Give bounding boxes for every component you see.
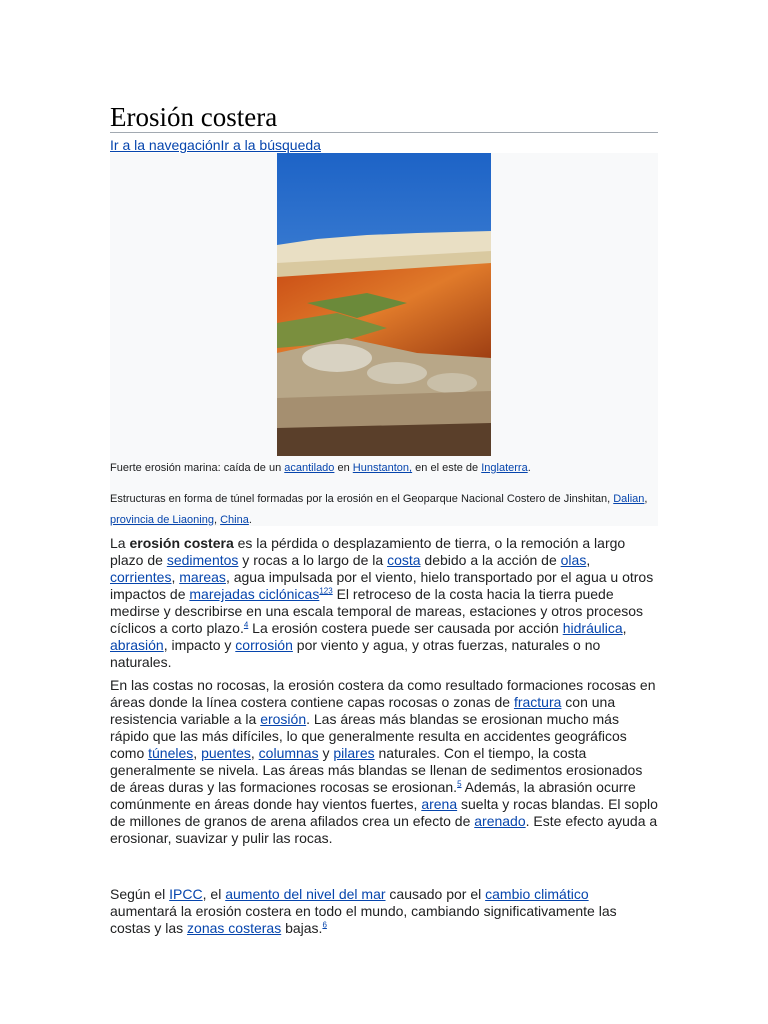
paragraph-text: y rocas a lo largo de la bbox=[238, 552, 388, 568]
thumbnail-figure bbox=[110, 153, 658, 526]
paragraph-text: , bbox=[622, 620, 627, 636]
link-corrientes[interactable]: corrientes bbox=[110, 569, 172, 585]
link-inglaterra[interactable]: Inglaterra bbox=[481, 462, 528, 474]
link-pilares[interactable]: pilares bbox=[333, 745, 375, 761]
link-sedimentos[interactable]: sedimentos bbox=[166, 552, 239, 568]
paragraph-text: La erosión costera puede ser causada por acción bbox=[248, 620, 563, 636]
cliff-photo[interactable] bbox=[277, 153, 491, 456]
link-tuneles[interactable]: túneles bbox=[148, 745, 194, 761]
caption-text: en bbox=[334, 462, 353, 474]
paragraph-text: En las costas no rocosas, la erosión costera da como resultado formaciones rocosas en áreas donde la línea costera contiene capas rocosas o zonas de bbox=[110, 677, 656, 710]
paragraph-text: suelta y rocas blandas. El soplo de millones de granos de arena afilados crea un efecto de bbox=[110, 796, 658, 829]
page-title: Erosión costera bbox=[110, 102, 278, 132]
link-hunstanton[interactable]: Hunstanton, bbox=[352, 462, 413, 474]
link-liaoning[interactable]: provincia de Liaoning bbox=[110, 514, 214, 526]
link-arenado[interactable]: arenado bbox=[474, 813, 526, 829]
paragraph-text: , bbox=[193, 745, 202, 761]
caption-text: . bbox=[527, 462, 531, 474]
link-olas[interactable]: olas bbox=[560, 552, 587, 568]
paragraph-text: bajas. bbox=[281, 920, 323, 936]
caption-text: . bbox=[248, 514, 252, 526]
link-abrasion[interactable]: abrasión bbox=[110, 637, 164, 653]
link-zonas-costeras[interactable]: zonas costeras bbox=[187, 920, 282, 936]
paragraph-text: con una resistencia variable a la bbox=[110, 694, 616, 727]
link-acantilado[interactable]: acantilado bbox=[284, 462, 335, 474]
link-arena[interactable]: arena bbox=[421, 796, 458, 812]
figure-caption-2 bbox=[110, 489, 658, 531]
paragraph-text: es la pérdida o desplazamiento de tierra, o la remoción a largo plazo de bbox=[110, 535, 626, 568]
caption-text: Fuerte erosión marina: caída de un bbox=[110, 462, 285, 474]
reference-sup[interactable]: 6 bbox=[322, 920, 327, 930]
paragraph-1 bbox=[110, 535, 658, 671]
reference-sup[interactable]: 5 bbox=[457, 779, 462, 789]
caption-text: , bbox=[213, 514, 221, 526]
jump-to-navigation-link[interactable]: Ir a la navegación bbox=[110, 137, 221, 153]
paragraph-text: , el bbox=[202, 886, 226, 902]
jump-to-search-link[interactable]: Ir a la búsqueda bbox=[220, 137, 321, 153]
paragraph-text: naturales. Con el tiempo, la costa generalmente se nivela. Las áreas más blandas se llenan de sedimentos erosionados de áreas duras y las formaciones rocosas se erosionan. bbox=[110, 745, 643, 795]
paragraph-text: . Las áreas más blandas se erosionan mucho más rápido que las más difíciles, lo que generalmente resulta en accidentes geográficos como bbox=[110, 711, 627, 761]
paragraph-3 bbox=[110, 886, 658, 937]
paragraph-text: El retroceso de la costa hacia la tierra puede medirse y describirse en una escala temporal de mareas, estaciones y otros procesos cíclicos a corto plazo. bbox=[110, 586, 644, 636]
reference-sup[interactable]: 4 bbox=[243, 620, 249, 630]
link-erosion[interactable]: erosión bbox=[260, 711, 307, 727]
link-china[interactable]: China bbox=[220, 514, 249, 526]
title-divider bbox=[110, 132, 658, 133]
link-corrosion[interactable]: corrosión bbox=[235, 637, 293, 653]
jump-links bbox=[110, 137, 321, 153]
caption-text: Estructuras en forma de túnel formadas por la erosión en el Geoparque Nacional Costero de Jinshitan, bbox=[110, 493, 614, 505]
paragraph-text: aumentará la erosión costera en todo el mundo, cambiando significativamente las costas y las bbox=[110, 903, 617, 936]
link-costa[interactable]: costa bbox=[387, 552, 421, 568]
paragraph-text: , bbox=[586, 552, 591, 568]
reference-sup[interactable]: 123 bbox=[319, 586, 333, 596]
paragraph-text: La bbox=[110, 535, 130, 551]
link-aumento-nivel-mar[interactable]: aumento del nivel del mar bbox=[225, 886, 386, 902]
paragraph-text: por viento y agua, y otras fuerzas, naturales o no naturales. bbox=[110, 637, 601, 670]
link-columnas[interactable]: columnas bbox=[258, 745, 319, 761]
link-dalian[interactable]: Dalian bbox=[613, 493, 645, 505]
paragraph-text: Según el bbox=[110, 886, 170, 902]
paragraph-text: , impacto y bbox=[163, 637, 236, 653]
figure-caption-1 bbox=[110, 458, 658, 479]
paragraph-text: , agua impulsada por el viento, hielo transportado por el agua u otros impactos de bbox=[110, 569, 654, 602]
paragraph-text: y bbox=[318, 745, 334, 761]
caption-text: en el este de bbox=[412, 462, 482, 474]
link-fractura[interactable]: fractura bbox=[513, 694, 562, 710]
paragraph-text: . Este efecto ayuda a erosionar, suavizar y pulir las rocas. bbox=[110, 813, 658, 846]
link-cambio-climatico[interactable]: cambio climático bbox=[485, 886, 589, 902]
paragraph-text: causado por el bbox=[385, 886, 486, 902]
caption-text: , bbox=[644, 493, 648, 505]
paragraph-text: , bbox=[250, 745, 259, 761]
link-puentes[interactable]: puentes bbox=[201, 745, 251, 761]
paragraph-text: debido a la acción de bbox=[420, 552, 561, 568]
link-hidraulica[interactable]: hidráulica bbox=[562, 620, 623, 636]
link-mareas[interactable]: mareas bbox=[179, 569, 226, 585]
paragraph-2 bbox=[110, 677, 658, 847]
link-marejadas-ciclonicas[interactable]: marejadas ciclónicas bbox=[189, 586, 320, 602]
paragraph-text: Además, la abrasión ocurre comúnmente en áreas donde hay vientos fuertes, bbox=[110, 779, 636, 812]
paragraph-text: , bbox=[171, 569, 180, 585]
link-ipcc[interactable]: IPCC bbox=[169, 886, 203, 902]
bold-term: erosión costera bbox=[129, 535, 234, 551]
